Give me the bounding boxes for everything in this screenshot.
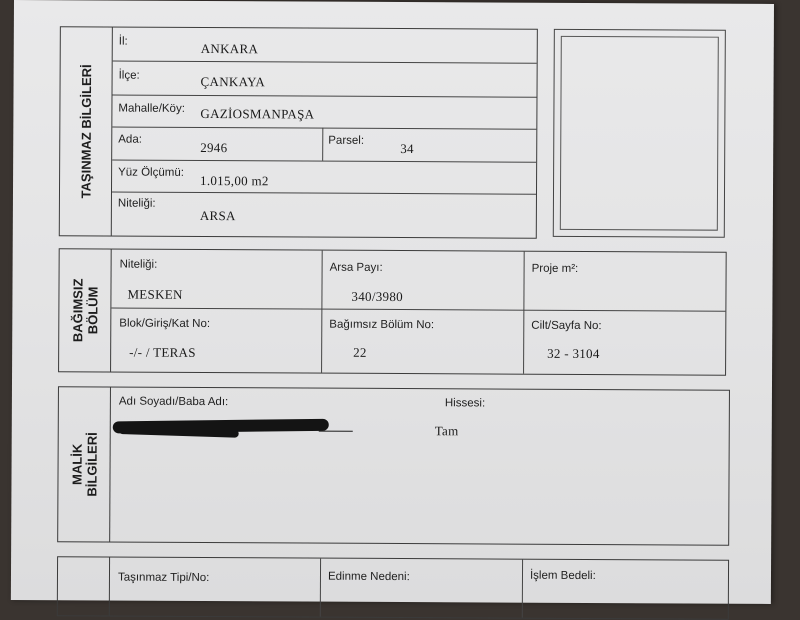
property-section-title: TAŞINMAZ BİLGİLERİ [77, 64, 94, 199]
title-deed-document [11, 0, 774, 604]
arsa-payi-value: 340/3980 [351, 288, 404, 305]
ada-value: 2946 [200, 139, 228, 156]
share-label: Hissesi: [444, 397, 486, 410]
share-value: Tam [434, 423, 459, 439]
unit-section-title: BAĞIMSIZ BÖLÜM [69, 278, 101, 343]
islem-bedeli-label: İşlem Bedeli: [529, 569, 596, 583]
transaction-section [57, 556, 729, 620]
property-info-section [59, 26, 538, 238]
ada-label: Ada: [118, 133, 142, 146]
unit-niteligi-value: MESKEN [127, 286, 183, 302]
niteligi-value: ARSA [199, 207, 236, 224]
independent-unit-section [58, 248, 727, 375]
owner-section-title: MALİK BİLGİLERİ [68, 432, 100, 497]
yuz-olcumu-label: Yüz Ölçümü: [118, 166, 184, 179]
transaction-sidebar [58, 557, 110, 615]
unit-sidebar [59, 249, 112, 371]
cilt-sayfa-label: Cilt/Sayfa No: [531, 319, 602, 333]
photo-frame [553, 29, 726, 238]
blok-value: -/- / TERAS [129, 344, 196, 360]
owner-info-section [57, 386, 730, 546]
parsel-label: Parsel: [328, 134, 365, 147]
photo-frame-inner [560, 36, 719, 231]
ilce-value: ÇANKAYA [200, 73, 266, 90]
niteligi-label: Niteliği: [117, 197, 156, 210]
bagimsiz-bolum-value: 22 [353, 344, 367, 360]
unit-niteligi-label: Niteliği: [119, 258, 158, 271]
property-info-sidebar [60, 27, 113, 235]
owner-name-label: Adı Soyadı/Baba Adı: [118, 395, 229, 409]
tasinmaz-tipi-label: Taşınmaz Tipi/No: [117, 571, 210, 585]
cilt-sayfa-value: 32 - 3104 [547, 345, 600, 362]
yuz-olcumu-value: 1.015,00 m2 [200, 172, 269, 189]
il-label: İl: [118, 35, 128, 48]
il-value: ANKARA [200, 40, 259, 57]
ilce-label: İlçe: [118, 69, 140, 82]
parsel-value: 34 [400, 141, 414, 157]
bagimsiz-bolum-label: Bağımsız Bölüm No: [329, 318, 435, 332]
mahalle-value: GAZİOSMANPAŞA [200, 105, 315, 122]
blok-label: Blok/Giriş/Kat No: [119, 317, 211, 331]
edinme-label: Edinme Nedeni: [327, 570, 410, 584]
owner-sidebar [58, 387, 111, 541]
mahalle-label: Mahalle/Köy: [118, 102, 185, 115]
proje-label: Proje m²: [531, 262, 579, 275]
arsa-payi-label: Arsa Payı: [329, 261, 383, 274]
